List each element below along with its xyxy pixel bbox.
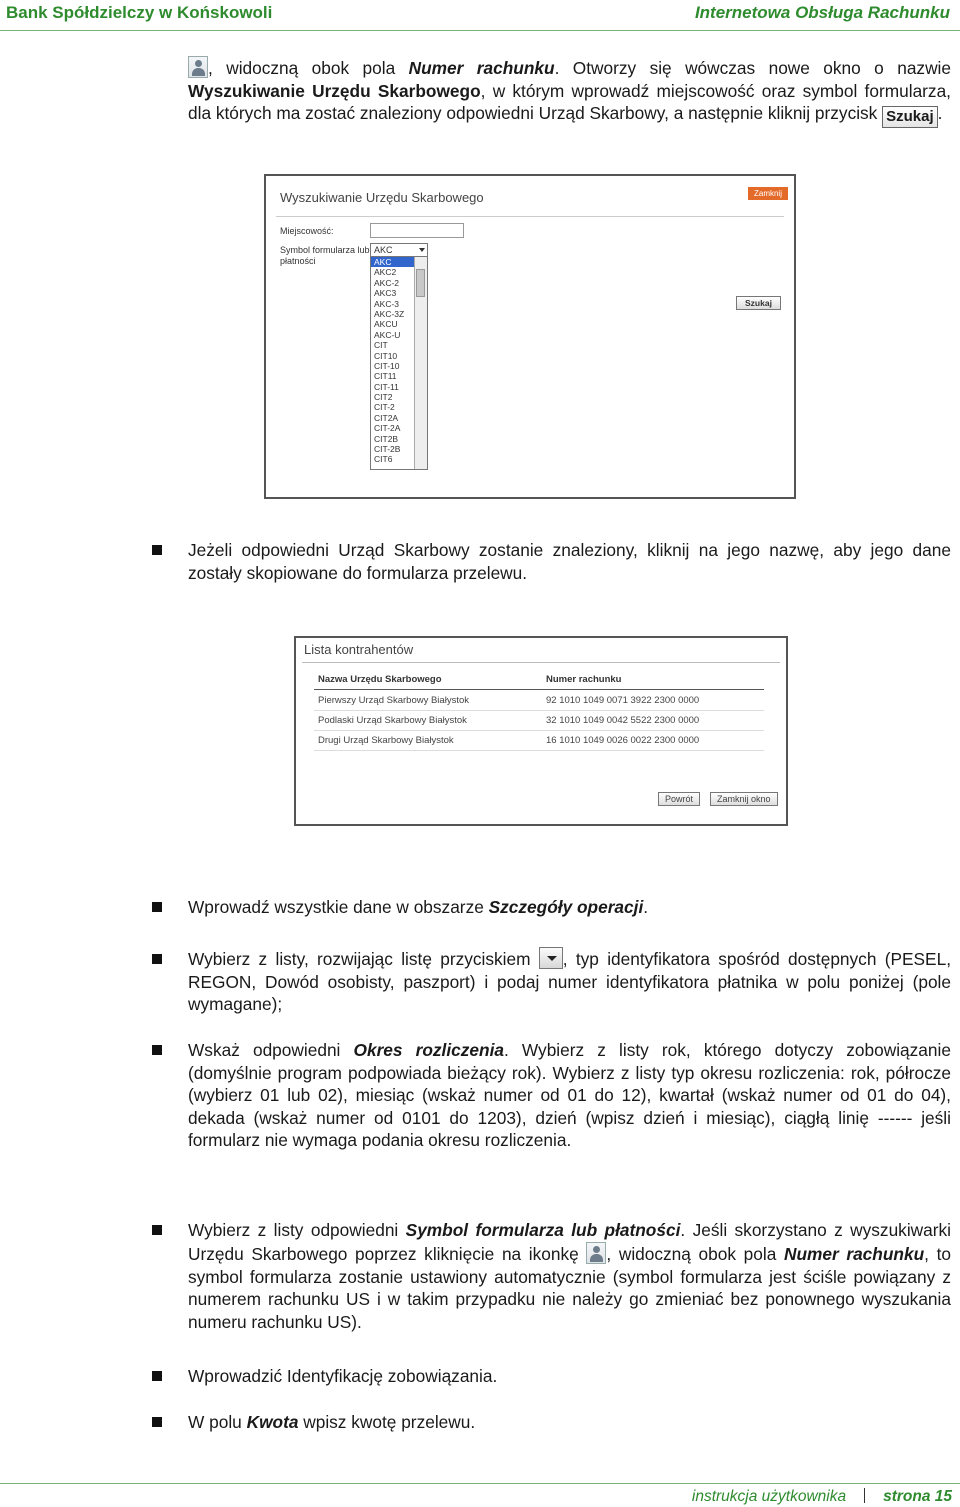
bullet-text: Wprowadź wszystkie dane w obszarze Szczegóły operacji. [188,897,649,917]
option[interactable]: CIT [374,340,388,351]
bullet-text: Jeżeli odpowiedni Urząd Skarbowy zostanie znaleziony, kliknij na jego nazwę, aby jego dane zostały skopiowane do formularza przelewu. [188,540,951,583]
page-number: strona 15 [883,1488,952,1505]
option[interactable]: AKC-2 [374,277,400,288]
field-ref-account: Numer rachunku [408,58,555,78]
account-number: 16 1010 1049 0026 0022 2300 0000 [546,735,700,746]
bullet-marker [152,1225,162,1235]
option[interactable]: CIT2B [374,433,399,444]
user-search-icon [188,56,208,78]
option[interactable]: CIT-2 [374,402,395,413]
option[interactable]: AKC-3Z [374,308,405,319]
tax-office-search-screenshot [264,174,796,499]
bullet-marker [152,902,162,912]
table-row[interactable] [314,711,764,731]
intro-paragraph: , widoczną obok pola Numer rachunku. Otworzy się wówczas nowe okno o nazwie Wyszukiwanie Urzędu Skarbowego, w którym wprowadź miejscowość oraz symbol formularza, dla których ma zostać znaleziony odpowiedni Urząd Skarbowy, a następnie kliknij przycisk Szukaj . [188,56,951,128]
bullet-text: W polu Kwota wpisz kwotę przelewu. [188,1412,476,1432]
option[interactable]: CIT-11 [374,381,399,392]
account-number: 92 1010 1049 0071 3922 2300 0000 [546,695,700,706]
header-rule [314,689,764,690]
contractor-list-screenshot [294,636,788,826]
page-header [0,0,960,26]
office-name[interactable]: Pierwszy Urząd Skarbowy Białystok [318,695,469,706]
bullet-text: Wybierz z listy odpowiedni Symbol formularza lub płatności. Jeśli skorzystano z wyszukiwarki Urzędu Skarbowego poprzez kliknięcie na ikonkę , widoczną obok pola Numer rachunku, to symbol formularza zostanie ustawiony automatycznie (symbol formularza jest ściśle powiązany z numerem rachunku US i w takim przypadku nie należy go zmieniać bez ponownego wyszukania numeru rachunku US). [188,1220,951,1333]
symbol-label: Symbol formularza lub płatności [280,245,370,266]
close-window-button[interactable]: Zamknij okno [710,792,778,806]
option[interactable]: CIT-2B [374,444,401,455]
bullet-marker [152,545,162,555]
user-search-icon [586,1242,606,1264]
option[interactable]: CIT2 [374,392,393,403]
bullet-marker [152,1045,162,1055]
bullet-marker [152,1417,162,1427]
bullet-marker [152,954,162,964]
window-title: Wyszukiwanie Urzędu Skarbowego [280,190,484,205]
option[interactable]: AKC3 [374,288,397,299]
option[interactable]: AKC-3 [374,298,400,309]
option[interactable]: CIT2A [374,412,399,423]
option[interactable]: CIT11 [374,371,397,382]
column-header-name: Nazwa Urzędu Skarbowego [318,674,442,685]
search-button-inline: Szukaj [882,106,938,128]
footer-rule [0,1483,960,1484]
footer-label: instrukcja użytkownika [691,1488,847,1505]
header-rule [0,30,960,31]
search-button[interactable]: Szukaj [736,296,781,310]
city-input[interactable] [370,223,464,238]
city-label: Miejscowość: [280,226,334,236]
option[interactable]: AKC [371,257,415,267]
option[interactable]: CIT-10 [374,360,400,371]
scroll-thumb[interactable] [416,269,425,297]
divider [302,662,780,663]
document-title: Internetowa Obsługa Rachunku [694,3,950,22]
column-header-account: Numer rachunku [546,674,622,685]
window-title: Lista kontrahentów [304,642,414,657]
divider [276,216,784,217]
option[interactable]: CIT-2A [374,423,401,434]
option-list[interactable] [371,257,415,465]
option[interactable]: CIT6 [374,454,393,465]
option[interactable]: AKC-U [374,329,401,340]
bullet-marker [152,1371,162,1381]
office-name[interactable]: Drugi Urząd Skarbowy Białystok [318,735,454,746]
bank-name: Bank Spółdzielczy w Końskowoli [6,3,273,22]
account-number: 32 1010 1049 0042 5522 2300 0000 [546,715,700,726]
table-row[interactable] [314,731,764,751]
back-button[interactable]: Powrót [658,792,700,806]
option[interactable]: AKC2 [374,267,397,278]
office-name[interactable]: Podlaski Urząd Skarbowy Białystok [318,715,467,726]
footer-divider [864,1488,865,1503]
table-row[interactable] [314,691,764,711]
symbol-select[interactable] [370,243,428,470]
bullet-text: Wybierz z listy, rozwijając listę przyciskiem , typ identyfikatora spośród dostępnych (PESEL, REGON, Dowód osobisty, paszport) i podaj numer identyfikatora płatnika w polu poniżej (pole wymagane); [188,949,951,1014]
window-name: Wyszukiwanie Urzędu Skarbowego [188,80,481,101]
close-button[interactable]: Zamknij [748,187,788,200]
bullet-text: Wprowadzić Identyfikację zobowiązania. [188,1366,498,1386]
scrollbar[interactable] [414,257,427,469]
bullet-text: Wskaż odpowiedni Okres rozliczenia. Wybierz z listy rok, którego dotyczy zobowiązanie (domyślnie program podpowiada bieżący rok). Wybierz z listy typ okresu rozliczenia: rok, półrocze (wybierz 01 lub 02), miesiąc (wskaż numer od 01 do 12), kwartał (wskaż numer od 01 do 04), dekada (wskaż numer od 0101 do 1203), dzień (wpisz dzień i miesiąc), ciągłą linię ------ jeśli formularz nie wymaga podania okresu rozliczenia. [188,1040,951,1150]
select-value: AKC [371,244,427,257]
option[interactable]: AKCU [374,319,398,330]
dropdown-arrow-icon [539,947,563,969]
option[interactable]: CIT10 [374,350,398,361]
